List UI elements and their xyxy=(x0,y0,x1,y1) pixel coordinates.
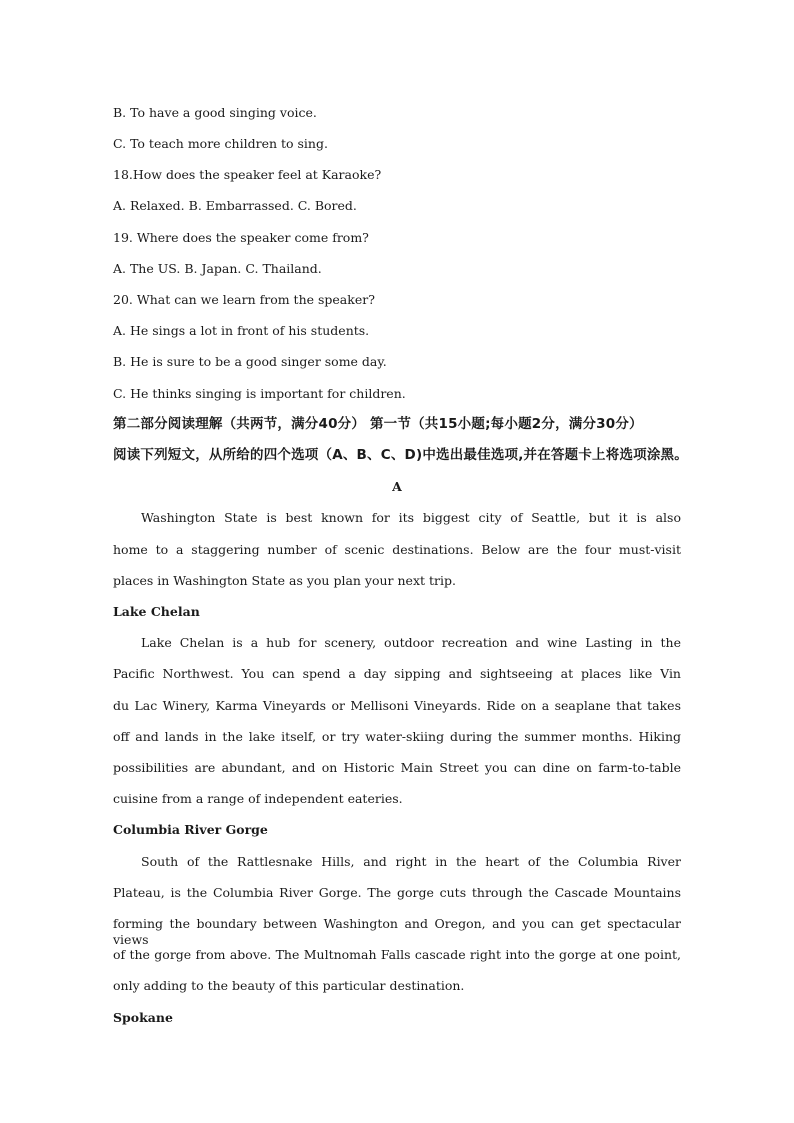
lake-chelan-line-3: du Lac Winery, Karma Vineyards or Mellisoni Vineyards. Ride on a seaplane that takes xyxy=(113,698,681,713)
section-instruction: 阅读下列短文，从所给的四个选项（A、B、C、D)中选出最佳选项,并在答题卡上将选项涂黑。 xyxy=(113,447,688,463)
q20-option-b: B. He is sure to be a good singer some day. xyxy=(113,354,387,369)
lake-chelan-line-1: Lake Chelan is a hub for scenery, outdoor recreation and wine Lasting in the xyxy=(141,635,681,650)
q20-option-c: C. He thinks singing is important for children. xyxy=(113,386,406,401)
columbia-line-1: South of the Rattlesnake Hills, and right in the heart of the Columbia River xyxy=(141,854,681,869)
lake-chelan-title: Lake Chelan xyxy=(113,604,200,619)
q18-options: A. Relaxed. B. Embarrassed. C. Bored. xyxy=(113,198,357,213)
q19-options: A. The US. B. Japan. C. Thailand. xyxy=(113,261,322,276)
lake-chelan-line-5: possibilities are abundant, and on Historic Main Street you can dine on farm-to-table xyxy=(113,760,681,775)
intro-line-2: home to a staggering number of scenic destinations. Below are the four must-visit xyxy=(113,542,681,557)
q20-question: 20. What can we learn from the speaker? xyxy=(113,292,375,307)
q18-question: 18.How does the speaker feel at Karaoke? xyxy=(113,167,382,182)
section-heading: 第二部分阅读理解（共两节，满分40分） 第一节（共15小题;每小题2分，满分30分） xyxy=(113,416,643,432)
q19-question: 19. Where does the speaker come from? xyxy=(113,230,369,245)
lake-chelan-line-4: off and lands in the lake itself, or try water-skiing during the summer months. Hiking xyxy=(113,729,681,744)
columbia-line-5: only adding to the beauty of this particular destination. xyxy=(113,978,465,993)
lake-chelan-line-2: Pacific Northwest. You can spend a day sipping and sightseeing at places like Vin xyxy=(113,666,681,681)
columbia-line-2: Plateau, is the Columbia River Gorge. The gorge cuts through the Cascade Mountains xyxy=(113,885,681,900)
passage-label: A xyxy=(392,479,402,494)
q17-option-b: B. To have a good singing voice. xyxy=(113,105,317,120)
lake-chelan-line-6: cuisine from a range of independent eateries. xyxy=(113,791,403,806)
columbia-line-4: of the gorge from above. The Multnomah Falls cascade right into the gorge at one point, xyxy=(113,947,681,962)
columbia-line-3: forming the boundary between Washington and Oregon, and you can get spectacular views xyxy=(113,916,681,947)
intro-line-3: places in Washington State as you plan your next trip. xyxy=(113,573,456,588)
columbia-title: Columbia River Gorge xyxy=(113,822,268,837)
intro-line-1: Washington State is best known for its biggest city of Seattle, but it is also xyxy=(141,510,681,525)
spokane-title: Spokane xyxy=(113,1010,173,1025)
q17-option-c: C. To teach more children to sing. xyxy=(113,136,328,151)
q20-option-a: A. He sings a lot in front of his students. xyxy=(113,323,370,338)
